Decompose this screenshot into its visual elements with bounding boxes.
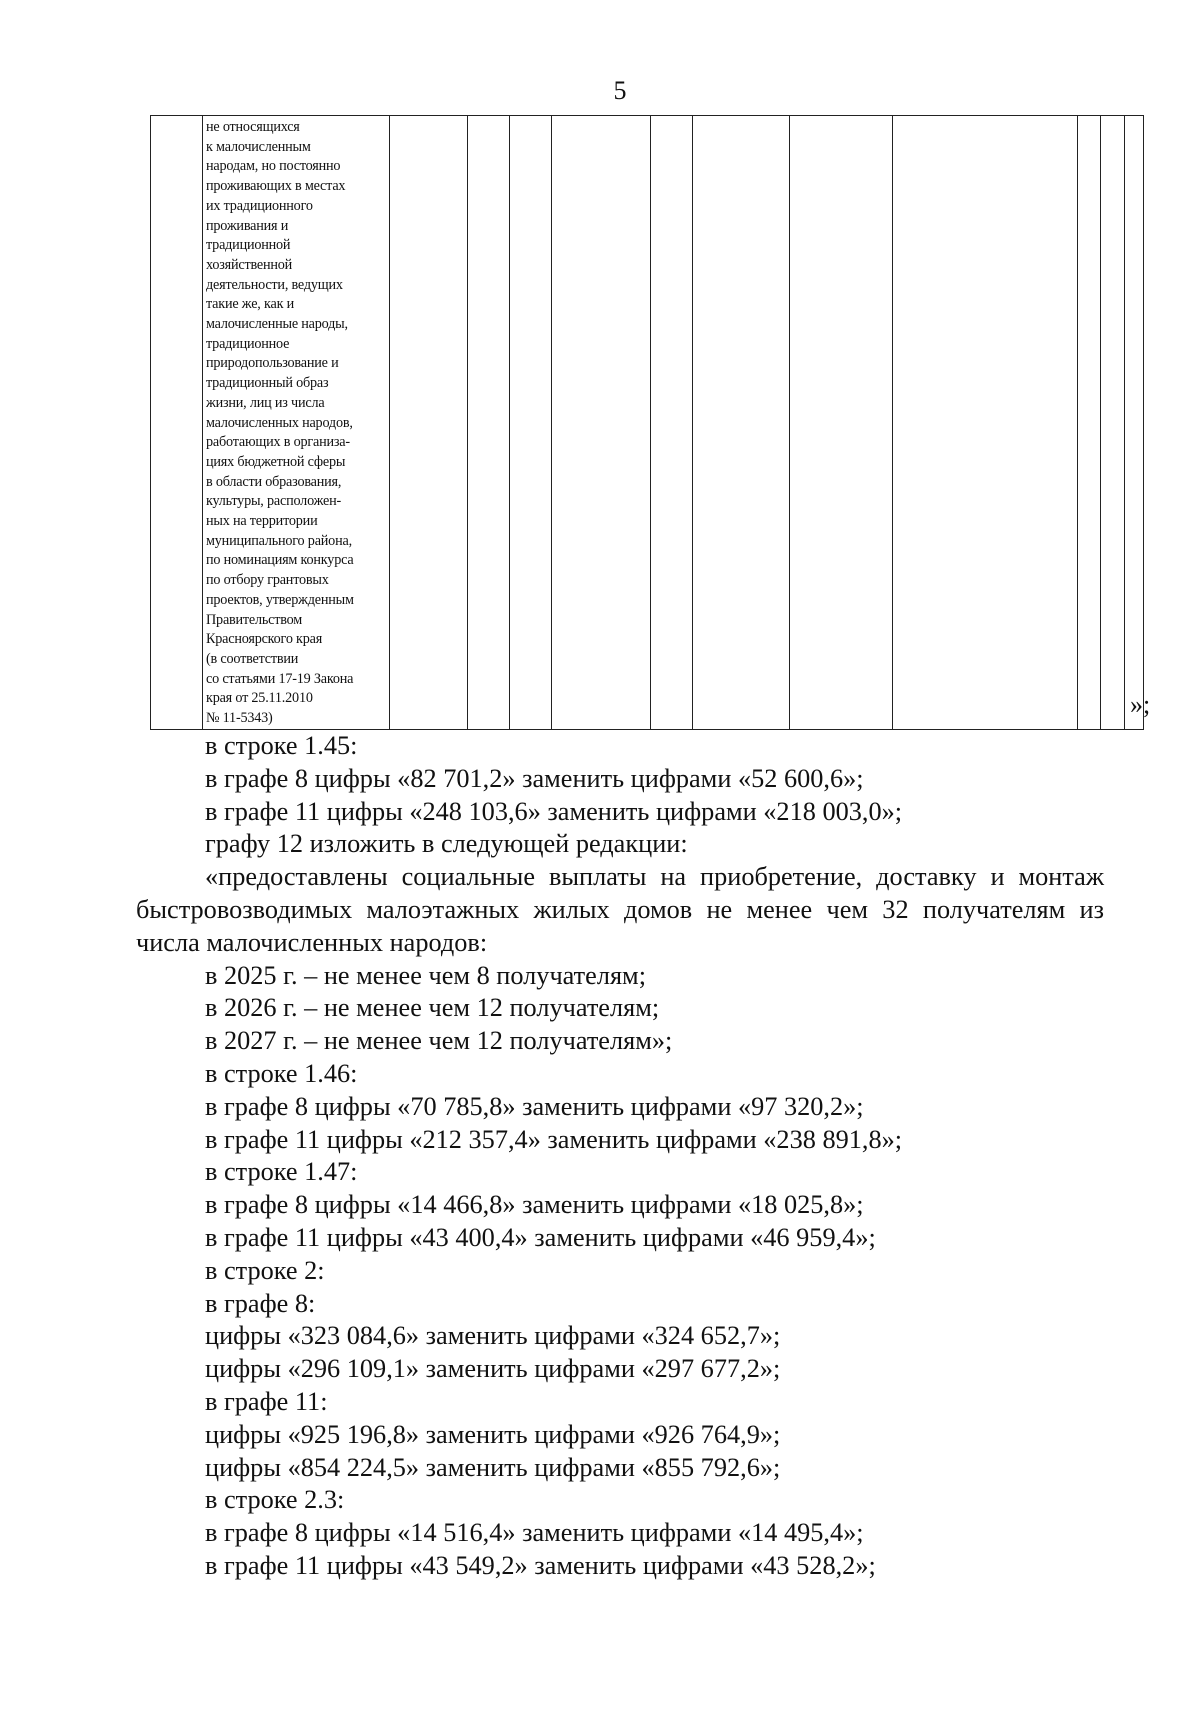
- table-cell-number: [151, 116, 203, 730]
- paragraph: цифры «925 196,8» заменить цифрами «926 764,9»;: [205, 1419, 781, 1449]
- paragraph: цифры «296 109,1» заменить цифрами «297 677,2»;: [205, 1354, 781, 1384]
- table-cell: [651, 116, 693, 730]
- paragraph: графу 12 изложить в следующей редакции:: [205, 829, 688, 859]
- paragraph: в графе 11:: [205, 1386, 328, 1416]
- paragraph: в строке 1.45:: [205, 731, 358, 760]
- paragraph: в строке 2:: [205, 1255, 325, 1285]
- table-cell: [1101, 116, 1125, 730]
- paragraph: цифры «854 224,5» заменить цифрами «855 792,6»;: [205, 1452, 781, 1482]
- paragraph: в 2027 г. – не менее чем 12 получателям»;: [205, 1026, 673, 1056]
- table-cell: [1125, 116, 1144, 730]
- table-cell: [790, 116, 893, 730]
- paragraph: в строке 2.3:: [205, 1485, 345, 1515]
- table-cell: [693, 116, 790, 730]
- paragraph: в 2026 г. – не менее чем 12 получателям;: [205, 993, 660, 1023]
- paragraph: в графе 11 цифры «43 549,2» заменить цифрами «43 528,2»;: [205, 1550, 876, 1580]
- paragraph: в строке 1.47:: [205, 1157, 358, 1187]
- table-cell: [893, 116, 1078, 730]
- paragraph: в 2025 г. – не менее чем 8 получателям;: [205, 960, 646, 990]
- program-table-grid: [150, 115, 1144, 730]
- page-number: 5: [613, 76, 627, 105]
- table-cell-description-text: не относящихся к малочисленным народам, но постоянно проживающих в местах их традиционного проживания и традиционной хозяйственной деятельности, ведущих такие же, как и малочисленные народы, традиционное природопользование и традиционный образ жизни, лиц из числа малочисленных народов, работающих в организа- циях бюджетной сферы в области образования, культуры, расположен- ных на территории муниципального района, по номинациям конкурса по отбору грантовых проектов, утвержденным Правительством Красноярского края (в соответствии со статьями 17-19 Закона края от 25.11.2010 № 11-5343): [206, 119, 354, 727]
- paragraph-justified: «предоставлены социальные выплаты на приобретение, доставку и монтаж быстровозводимых малоэтажных жилых домов не менее чем 32 получателям из числа малочисленных народов:: [136, 862, 1104, 957]
- program-table: [150, 115, 1143, 727]
- paragraph: в графе 11 цифры «43 400,4» заменить цифрами «46 959,4»;: [205, 1222, 876, 1252]
- paragraph: в графе 8 цифры «14 516,4» заменить цифрами «14 495,4»;: [205, 1518, 864, 1548]
- table-cell: [390, 116, 468, 730]
- closing-quote: »;: [1130, 690, 1151, 719]
- table-cell: [1078, 116, 1101, 730]
- table-cell: [552, 116, 651, 730]
- paragraph: в графе 8 цифры «14 466,8» заменить цифрами «18 025,8»;: [205, 1190, 864, 1220]
- paragraph: в графе 8 цифры «82 701,2» заменить цифрами «52 600,6»;: [205, 763, 864, 793]
- paragraph: в графе 8:: [205, 1288, 316, 1318]
- table-cell: [510, 116, 552, 730]
- paragraph: в графе 8 цифры «70 785,8» заменить цифрами «97 320,2»;: [205, 1091, 864, 1121]
- paragraph: цифры «323 084,6» заменить цифрами «324 652,7»;: [205, 1321, 781, 1351]
- amendment-text: [136, 730, 1104, 1583]
- table-cell: [468, 116, 510, 730]
- table-row: [151, 116, 1144, 730]
- paragraph: в строке 1.46:: [205, 1058, 358, 1088]
- paragraph: в графе 11 цифры «248 103,6» заменить цифрами «218 003,0»;: [205, 796, 903, 826]
- paragraph: в графе 11 цифры «212 357,4» заменить цифрами «238 891,8»;: [205, 1124, 903, 1154]
- table-cell-description: [203, 116, 390, 730]
